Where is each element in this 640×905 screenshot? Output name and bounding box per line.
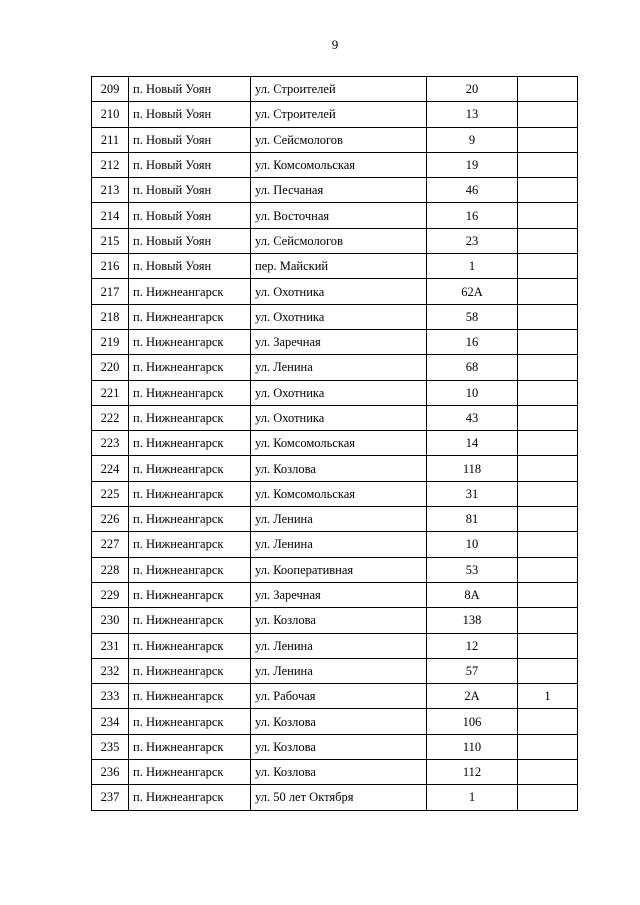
row-number-cell: 228: [92, 557, 129, 582]
street-cell: ул. Строителей: [251, 102, 427, 127]
settlement-cell: п. Нижнеангарск: [129, 760, 251, 785]
extra-cell: [518, 102, 578, 127]
row-number-cell: 229: [92, 582, 129, 607]
house-number-cell: 81: [427, 507, 518, 532]
settlement-cell: п. Новый Уоян: [129, 203, 251, 228]
extra-cell: [518, 152, 578, 177]
table-row: [92, 507, 578, 532]
street-cell: ул. Ленина: [251, 532, 427, 557]
settlement-cell: п. Нижнеангарск: [129, 481, 251, 506]
table-row: [92, 329, 578, 354]
street-cell: ул. Строителей: [251, 77, 427, 102]
settlement-cell: п. Нижнеангарск: [129, 405, 251, 430]
street-cell: ул. Козлова: [251, 456, 427, 481]
extra-cell: [518, 254, 578, 279]
settlement-cell: п. Новый Уоян: [129, 77, 251, 102]
street-cell: ул. Рабочая: [251, 684, 427, 709]
settlement-cell: п. Нижнеангарск: [129, 785, 251, 810]
table-row: [92, 77, 578, 102]
street-cell: ул. Комсомольская: [251, 481, 427, 506]
table-row: [92, 203, 578, 228]
row-number-cell: 225: [92, 481, 129, 506]
row-number-cell: 220: [92, 355, 129, 380]
row-number-cell: 214: [92, 203, 129, 228]
row-number-cell: 223: [92, 431, 129, 456]
extra-cell: [518, 633, 578, 658]
extra-cell: [518, 608, 578, 633]
street-cell: ул. Восточная: [251, 203, 427, 228]
row-number-cell: 230: [92, 608, 129, 633]
extra-cell: [518, 178, 578, 203]
row-number-cell: 209: [92, 77, 129, 102]
street-cell: ул. Сейсмологов: [251, 228, 427, 253]
settlement-cell: п. Нижнеангарск: [129, 734, 251, 759]
settlement-cell: п. Новый Уоян: [129, 152, 251, 177]
street-cell: ул. Ленина: [251, 355, 427, 380]
table-row: [92, 734, 578, 759]
settlement-cell: п. Нижнеангарск: [129, 355, 251, 380]
extra-cell: [518, 380, 578, 405]
extra-cell: 1: [518, 684, 578, 709]
table-row: [92, 760, 578, 785]
settlement-cell: п. Нижнеангарск: [129, 304, 251, 329]
row-number-cell: 218: [92, 304, 129, 329]
street-cell: ул. Козлова: [251, 760, 427, 785]
table-row: [92, 102, 578, 127]
house-number-cell: 62А: [427, 279, 518, 304]
house-number-cell: 112: [427, 760, 518, 785]
settlement-cell: п. Нижнеангарск: [129, 380, 251, 405]
house-number-cell: 57: [427, 658, 518, 683]
settlement-cell: п. Нижнеангарск: [129, 507, 251, 532]
row-number-cell: 211: [92, 127, 129, 152]
house-number-cell: 19: [427, 152, 518, 177]
row-number-cell: 219: [92, 329, 129, 354]
extra-cell: [518, 557, 578, 582]
street-cell: ул. Козлова: [251, 608, 427, 633]
house-number-cell: 110: [427, 734, 518, 759]
table-row: [92, 254, 578, 279]
settlement-cell: п. Нижнеангарск: [129, 329, 251, 354]
street-cell: ул. Охотника: [251, 405, 427, 430]
street-cell: ул. Охотника: [251, 304, 427, 329]
row-number-cell: 236: [92, 760, 129, 785]
table-row: [92, 228, 578, 253]
extra-cell: [518, 127, 578, 152]
settlement-cell: п. Нижнеангарск: [129, 279, 251, 304]
table-row: [92, 532, 578, 557]
street-cell: ул. Охотника: [251, 380, 427, 405]
extra-cell: [518, 77, 578, 102]
house-number-cell: 16: [427, 329, 518, 354]
table-row: [92, 304, 578, 329]
extra-cell: [518, 228, 578, 253]
extra-cell: [518, 760, 578, 785]
row-number-cell: 216: [92, 254, 129, 279]
street-cell: пер. Майский: [251, 254, 427, 279]
street-cell: ул. Козлова: [251, 709, 427, 734]
row-number-cell: 222: [92, 405, 129, 430]
street-cell: ул. Ленина: [251, 633, 427, 658]
street-cell: ул. Комсомольская: [251, 152, 427, 177]
street-cell: ул. Заречная: [251, 582, 427, 607]
house-number-cell: 13: [427, 102, 518, 127]
street-cell: ул. Комсомольская: [251, 431, 427, 456]
street-cell: ул. Охотника: [251, 279, 427, 304]
table-row: [92, 405, 578, 430]
house-number-cell: 16: [427, 203, 518, 228]
row-number-cell: 234: [92, 709, 129, 734]
table-row: [92, 127, 578, 152]
extra-cell: [518, 405, 578, 430]
extra-cell: [518, 532, 578, 557]
extra-cell: [518, 481, 578, 506]
settlement-cell: п. Новый Уоян: [129, 254, 251, 279]
street-cell: ул. Заречная: [251, 329, 427, 354]
extra-cell: [518, 431, 578, 456]
house-number-cell: 118: [427, 456, 518, 481]
settlement-cell: п. Нижнеангарск: [129, 709, 251, 734]
house-number-cell: 53: [427, 557, 518, 582]
house-number-cell: 20: [427, 77, 518, 102]
extra-cell: [518, 329, 578, 354]
table-row: [92, 456, 578, 481]
settlement-cell: п. Новый Уоян: [129, 228, 251, 253]
house-number-cell: 12: [427, 633, 518, 658]
extra-cell: [518, 203, 578, 228]
table-row: [92, 684, 578, 709]
row-number-cell: 227: [92, 532, 129, 557]
settlement-cell: п. Нижнеангарск: [129, 557, 251, 582]
extra-cell: [518, 709, 578, 734]
settlement-cell: п. Нижнеангарск: [129, 582, 251, 607]
settlement-cell: п. Нижнеангарск: [129, 608, 251, 633]
row-number-cell: 212: [92, 152, 129, 177]
extra-cell: [518, 582, 578, 607]
table-row: [92, 481, 578, 506]
street-cell: ул. Ленина: [251, 658, 427, 683]
street-cell: ул. Ленина: [251, 507, 427, 532]
settlement-cell: п. Новый Уоян: [129, 178, 251, 203]
house-number-cell: 1: [427, 254, 518, 279]
house-number-cell: 2А: [427, 684, 518, 709]
row-number-cell: 224: [92, 456, 129, 481]
settlement-cell: п. Нижнеангарск: [129, 633, 251, 658]
table-row: [92, 152, 578, 177]
row-number-cell: 210: [92, 102, 129, 127]
house-number-cell: 10: [427, 380, 518, 405]
table-row: [92, 380, 578, 405]
row-number-cell: 237: [92, 785, 129, 810]
table-row: [92, 431, 578, 456]
row-number-cell: 215: [92, 228, 129, 253]
settlement-cell: п. Новый Уоян: [129, 102, 251, 127]
row-number-cell: 213: [92, 178, 129, 203]
house-number-cell: 46: [427, 178, 518, 203]
house-number-cell: 23: [427, 228, 518, 253]
table-row: [92, 557, 578, 582]
settlement-cell: п. Новый Уоян: [129, 127, 251, 152]
extra-cell: [518, 734, 578, 759]
street-cell: ул. Козлова: [251, 734, 427, 759]
house-number-cell: 58: [427, 304, 518, 329]
table-row: [92, 709, 578, 734]
house-number-cell: 43: [427, 405, 518, 430]
table-row: [92, 279, 578, 304]
street-cell: ул. Песчаная: [251, 178, 427, 203]
settlement-cell: п. Нижнеангарск: [129, 532, 251, 557]
table-row: [92, 355, 578, 380]
table-row: [92, 582, 578, 607]
house-number-cell: 138: [427, 608, 518, 633]
extra-cell: [518, 785, 578, 810]
row-number-cell: 221: [92, 380, 129, 405]
extra-cell: [518, 658, 578, 683]
street-cell: ул. 50 лет Октября: [251, 785, 427, 810]
row-number-cell: 231: [92, 633, 129, 658]
row-number-cell: 217: [92, 279, 129, 304]
extra-cell: [518, 279, 578, 304]
house-number-cell: 9: [427, 127, 518, 152]
extra-cell: [518, 456, 578, 481]
table-row: [92, 608, 578, 633]
house-number-cell: 1: [427, 785, 518, 810]
table-row: [92, 785, 578, 810]
extra-cell: [518, 507, 578, 532]
house-number-cell: 68: [427, 355, 518, 380]
settlement-cell: п. Нижнеангарск: [129, 658, 251, 683]
row-number-cell: 232: [92, 658, 129, 683]
row-number-cell: 233: [92, 684, 129, 709]
house-number-cell: 14: [427, 431, 518, 456]
row-number-cell: 235: [92, 734, 129, 759]
settlement-cell: п. Нижнеангарск: [129, 431, 251, 456]
extra-cell: [518, 304, 578, 329]
row-number-cell: 226: [92, 507, 129, 532]
house-number-cell: 106: [427, 709, 518, 734]
house-number-cell: 10: [427, 532, 518, 557]
street-cell: ул. Кооперативная: [251, 557, 427, 582]
settlement-cell: п. Нижнеангарск: [129, 684, 251, 709]
extra-cell: [518, 355, 578, 380]
house-number-cell: 31: [427, 481, 518, 506]
settlement-cell: п. Нижнеангарск: [129, 456, 251, 481]
page-number: 9: [331, 37, 339, 52]
address-table: [91, 76, 578, 811]
table-row: [92, 633, 578, 658]
street-cell: ул. Сейсмологов: [251, 127, 427, 152]
house-number-cell: 8А: [427, 582, 518, 607]
table-row: [92, 658, 578, 683]
table-row: [92, 178, 578, 203]
address-table-body: [92, 77, 578, 811]
